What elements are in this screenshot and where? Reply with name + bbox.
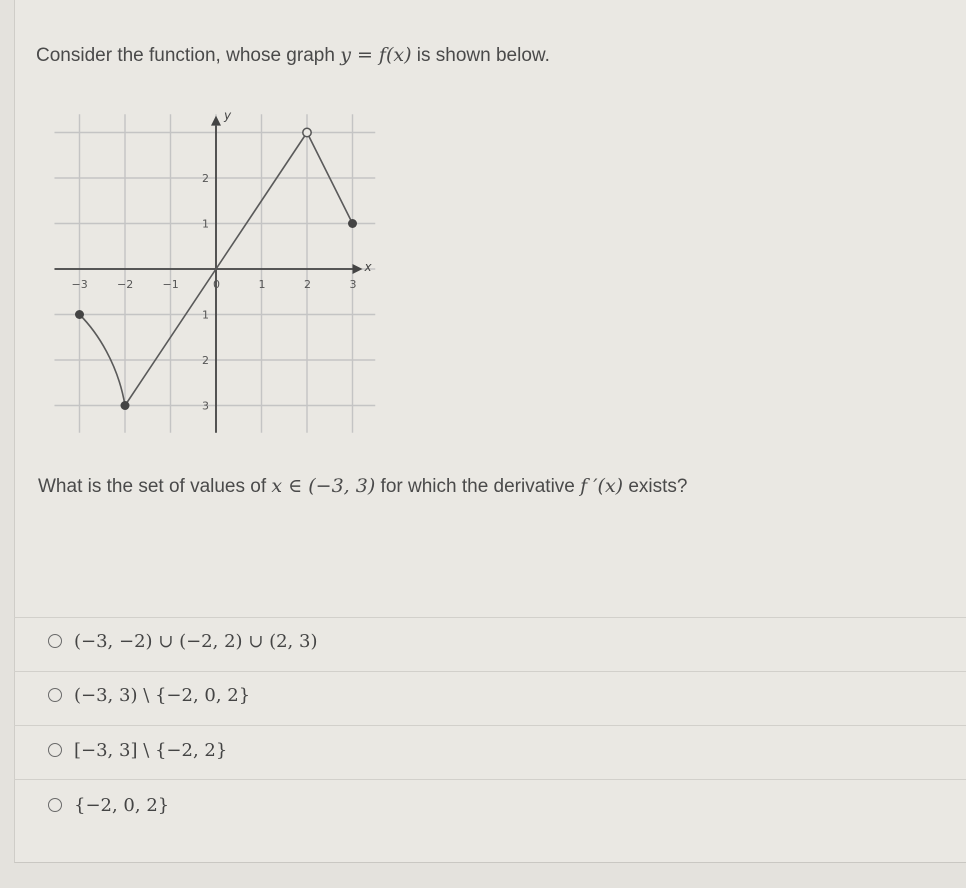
divider	[14, 779, 966, 780]
option-3[interactable]	[48, 736, 227, 764]
radio-button[interactable]	[48, 688, 62, 702]
option-2[interactable]	[48, 681, 250, 709]
x-tick-label: −1	[162, 278, 179, 291]
y-tick-label: 3	[202, 399, 209, 413]
y-tick-label: 1	[202, 308, 209, 322]
y-tick-label: 1	[202, 217, 209, 231]
intro-text: Consider the function, whose graph	[36, 45, 341, 66]
y-axis-arrow	[211, 116, 221, 126]
closed-point	[348, 219, 357, 228]
option-1[interactable]	[48, 627, 317, 655]
x-tick-label: −3	[71, 278, 88, 291]
option-4-label: {−2, 0, 2}	[74, 794, 170, 816]
function-graph	[50, 105, 390, 435]
closed-point	[75, 310, 84, 319]
prompt-text-mid: for which the derivative	[375, 476, 581, 497]
divider	[14, 671, 966, 672]
option-4[interactable]	[48, 791, 169, 819]
x-tick-label: 2	[304, 278, 311, 291]
x-tick-label: 1	[258, 278, 266, 291]
y-tick-label: 2	[202, 172, 209, 185]
x-axis-label: x	[364, 260, 372, 274]
intro-text-end: is shown below.	[411, 45, 550, 66]
radio-button[interactable]	[48, 634, 62, 648]
x-tick-label: 0	[213, 278, 220, 291]
intro-math: y = f(x)	[340, 44, 412, 66]
prompt-text: What is the set of values of	[38, 476, 272, 497]
divider	[14, 617, 966, 618]
radio-button[interactable]	[48, 743, 62, 757]
closed-point	[121, 401, 130, 410]
option-2-label: (−3, 3) \ {−2, 0, 2}	[74, 684, 251, 706]
x-axis-arrow	[353, 264, 363, 274]
option-1-label: (−3, −2) ∪ (−2, 2) ∪ (2, 3)	[74, 630, 318, 652]
question-prompt	[38, 475, 688, 498]
divider	[14, 725, 966, 726]
graph-axes	[54, 116, 362, 433]
x-tick-label: 3	[349, 278, 357, 291]
open-point	[303, 128, 311, 136]
y-tick-label: 2	[202, 354, 209, 367]
y-axis-label: y	[224, 108, 232, 123]
x-tick-label: −2	[117, 278, 134, 291]
prompt-text-end: exists?	[623, 476, 688, 497]
radio-button[interactable]	[48, 798, 62, 812]
graph-grid	[54, 114, 375, 433]
prompt-math-derivative: f ′(x)	[580, 475, 624, 497]
option-3-label: [−3, 3] \ {−2, 2}	[74, 739, 228, 761]
prompt-math-domain: x ∈ (−3, 3)	[271, 475, 376, 497]
question-intro	[36, 44, 550, 67]
